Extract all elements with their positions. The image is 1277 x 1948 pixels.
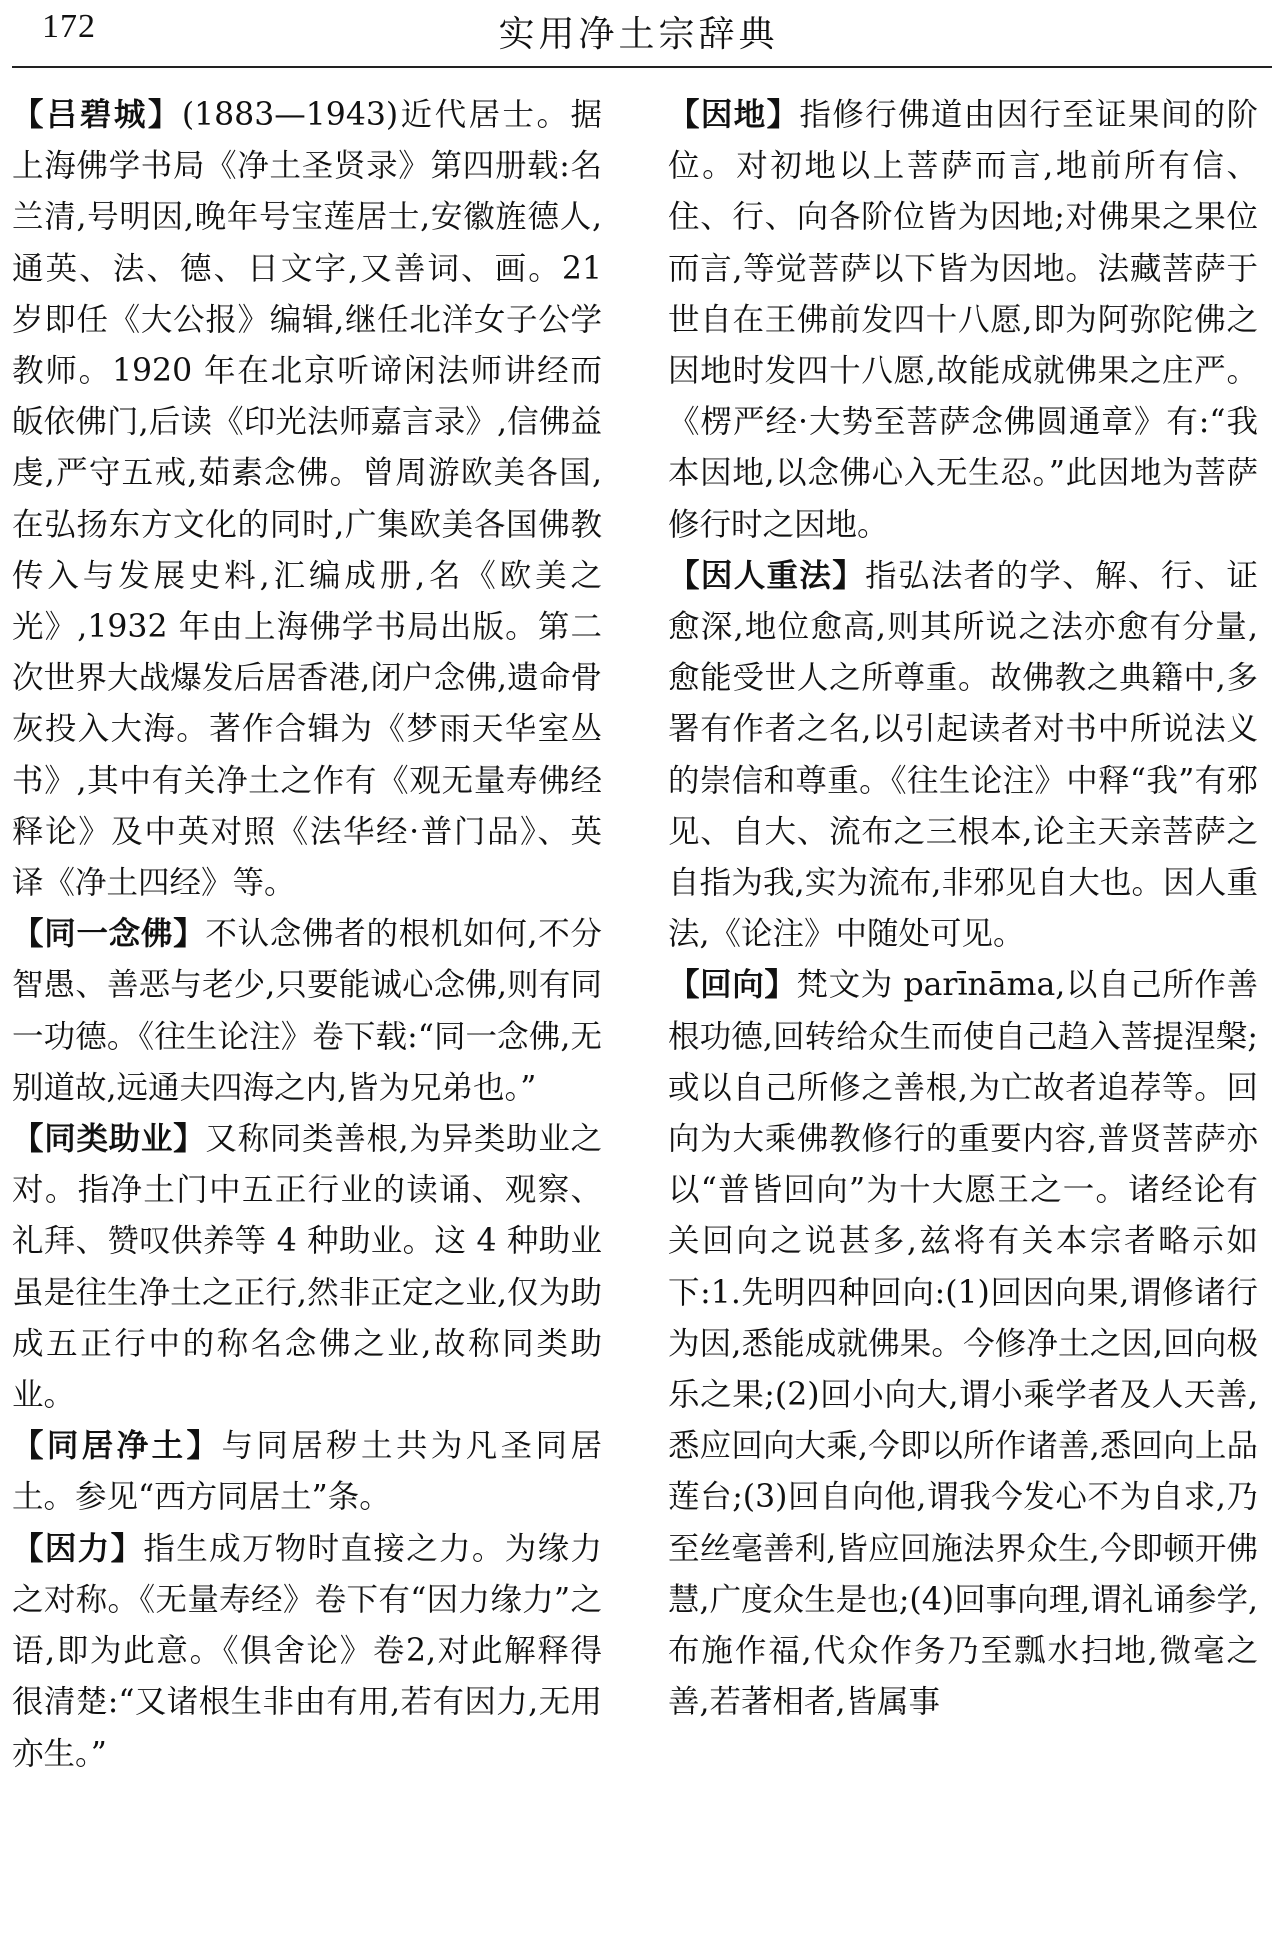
header-rule (12, 66, 1272, 68)
entry-term: 因地 (700, 97, 767, 133)
dictionary-entry (12, 909, 602, 1114)
entry-term: 因人重法 (700, 557, 833, 594)
entry-term: 因力 (44, 1530, 111, 1567)
bracket-open: 【 (12, 1121, 45, 1158)
entry-text: 又称同类善根,为异类助业之对。指净土门中五正行业的读诵、观察、礼拜、赞叹供养等 4 种助业。这 4 种助业虽是往生净土之正行,然非正定之业,仅为助成五正行中的称名念佛之业,故称同类助业。 (12, 1121, 602, 1414)
bracket-open: 【 (668, 557, 701, 594)
bracket-close: 】 (173, 1121, 206, 1158)
dictionary-entry (668, 960, 1258, 1728)
bracket-close: 】 (110, 1530, 144, 1567)
entry-text: 不认念佛者的根机如何,不分智愚、善恶与老少,只要能诚心念佛,则有同一功德。《往生论注》卷下载:“同一念佛,无别道故,远通夫四海之内,皆为兄弟也。” (12, 916, 602, 1106)
dictionary-entry (12, 1421, 602, 1523)
left-column (12, 90, 602, 1780)
entry-text: 指弘法者的学、解、行、证愈深,地位愈高,则其所说之法亦愈有分量,愈能受世人之所尊重。故佛教之典籍中,多署有作者之名,以引起读者对书中所说法义的崇信和尊重。《往生论注》中释“我”有邪见、自大、流布之三根本,论主天亲菩萨之自指为我,实为流布,非邪见自大也。因人重法,《论注》中随处可见。 (668, 557, 1258, 953)
bracket-open: 【 (668, 97, 701, 133)
entry-text: 指生成万物时直接之力。为缘力之对称。《无量寿经》卷下有“因力缘力”之语,即为此意。《俱舍论》卷2,对此解释得很清楚:“又诸根生非由有用,若有因力,无用亦生。” (12, 1530, 602, 1772)
running-title: 实用净土宗辞典 (498, 14, 779, 55)
bracket-open: 【 (12, 1428, 47, 1465)
page-number: 172 (42, 8, 96, 45)
bracket-close: 】 (764, 967, 797, 1004)
dictionary-entry (12, 90, 602, 909)
dictionary-entry (668, 551, 1258, 961)
bracket-close: 】 (147, 97, 182, 133)
entry-text: 梵文为 parīnāma,以自己所作善根功德,回转给众生而使自己趋入菩提涅槃;或以自己所修之善根,为亡故者追荐等。回向为大乘佛教修行的重要内容,普贤菩萨亦以“普皆回向”为十大愿王之一。诸经论有关回向之说甚多,兹将有关本宗者略示如下:1.先明四种回向:(1)回因向果,谓修诸行为因,悉能成就佛果。今修净土之因,回向极乐之果;(2)回小向大,谓小乘学者及人天善,悉应回向大乘,今即以所作诸善,悉回向上品莲台;(3)回自向他,谓我今发心不为自求,乃至丝毫善利,皆应回施法界众生,今即顿开佛慧,广度众生是也;(4)回事向理,谓礼诵参学,布施作福,代众作务乃至瓢水扫地,微毫之善,若著相者,皆属事 (668, 967, 1258, 1721)
right-column (668, 90, 1258, 1729)
bracket-close: 】 (173, 916, 206, 953)
entry-text: (1883—1943)近代居士。据上海佛学书局《净土圣贤录》第四册载:名兰清,号明因,晚年号宝莲居士,安徽旌德人,通英、法、德、日文字,又善词、画。21 岁即任《大公报》编辑,继任北洋女子公学教师。1920 年在北京听谛闲法师讲经而皈依佛门,后读《印光法师嘉言录》,信佛益虔,严守五戒,茹素念佛。曾周游欧美各国,在弘扬东方文化的同时,广集欧美各国佛教传入与发展史料,汇编成册,名《欧美之光》,1932 年由上海佛学书局出版。第二次世界大战爆发后居香港,闭户念佛,遗命骨灰投入大海。著作合辑为《梦雨天华室丛书》,其中有关净土之作有《观无量寿佛经释论》及中英对照《法华经·普门品》、英译《净土四经》等。 (12, 97, 602, 902)
bracket-close: 】 (186, 1428, 222, 1465)
bracket-open: 【 (12, 97, 46, 133)
entry-text: 指修行佛道由因行至证果间的阶位。对初地以上菩萨而言,地前所有信、住、行、向各阶位皆为因地;对佛果之果位而言,等觉菩萨以下皆为因地。法藏菩萨于世自在王佛前发四十八愿,即为阿弥陀佛之因地时发四十八愿,故能成就佛果之庄严。《楞严经·大势至菩萨念佛圆通章》有:“我本因地,以念佛心入无生忍。”此因地为菩萨修行时之因地。 (668, 97, 1258, 543)
entry-term: 同一念佛 (44, 916, 174, 953)
entry-term: 吕碧城 (45, 97, 148, 133)
entry-term: 同居净土 (46, 1428, 187, 1465)
entry-text: 与同居秽土共为凡圣同居土。参见“西方同居土”条。 (12, 1428, 602, 1516)
bracket-open: 【 (668, 967, 701, 1004)
dictionary-entry (668, 90, 1258, 551)
bracket-close: 】 (832, 557, 866, 594)
bracket-close: 】 (766, 97, 800, 133)
entry-term: 同类助业 (44, 1121, 174, 1158)
bracket-open: 【 (12, 916, 45, 953)
page-header (0, 0, 1277, 70)
bracket-open: 【 (12, 1530, 45, 1567)
dictionary-entry (12, 1524, 602, 1780)
dictionary-entry (12, 1114, 602, 1421)
entry-term: 回向 (700, 967, 765, 1004)
